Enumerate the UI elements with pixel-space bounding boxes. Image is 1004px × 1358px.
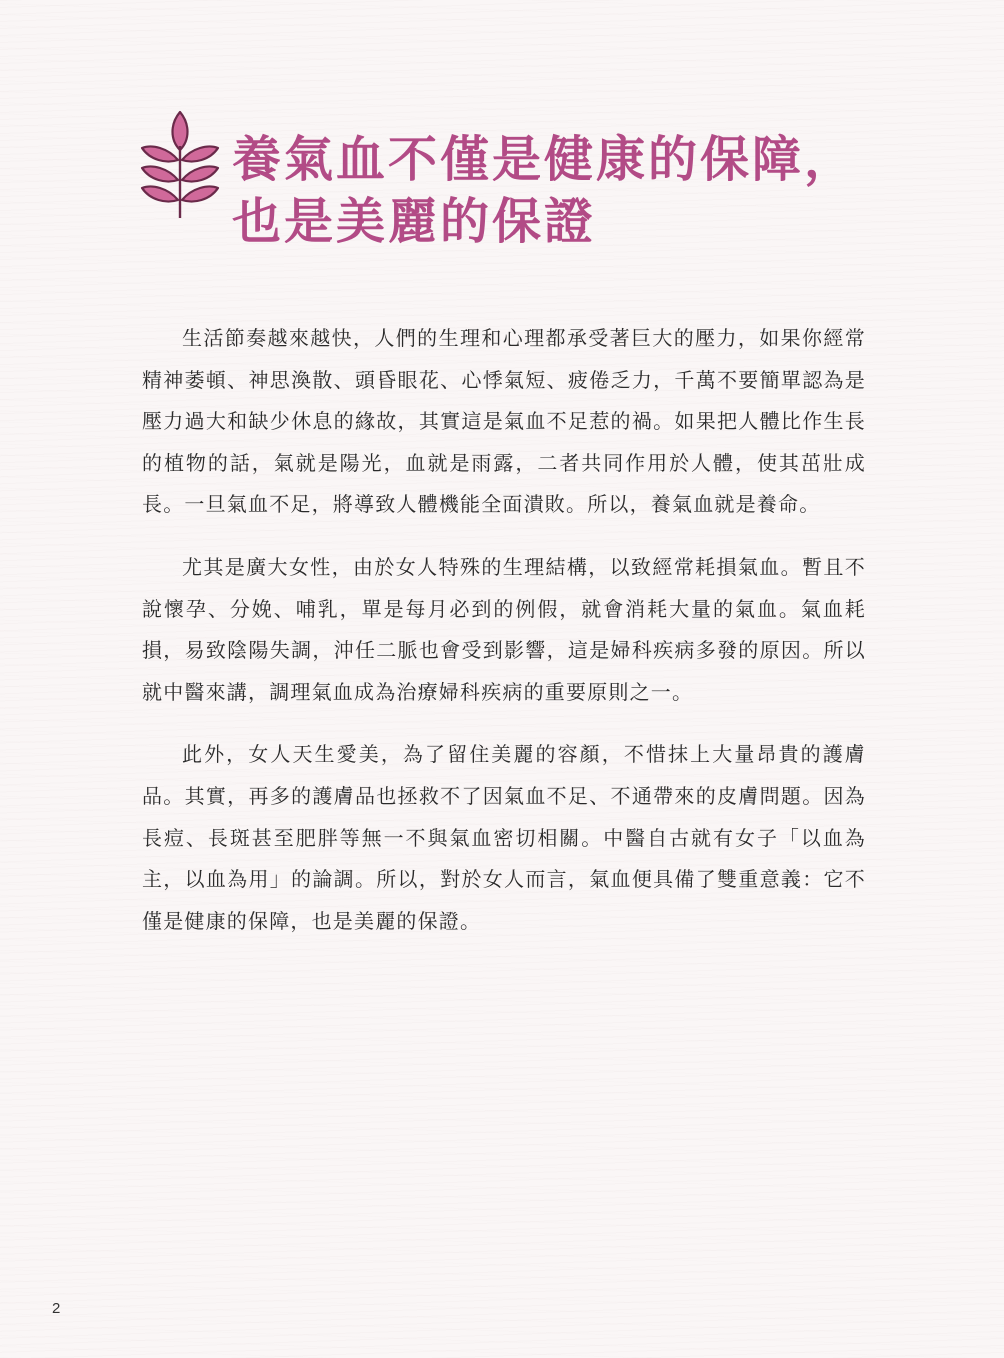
page-number: 2 [52,1300,61,1317]
body-text [142,318,866,963]
paragraph-2: 尤其是廣大女性，由於女人特殊的生理結構，以致經常耗損氣血。暫且不說懷孕、分娩、哺乳，單是每月必到的例假，就會消耗大量的氣血。氣血耗損，易致陰陽失調，沖任二脈也會受到影響，這是婦科疾病多發的原因。所以就中醫來講，調理氣血成為治療婦科疾病的重要原則之一。 [142,554,866,704]
chapter-header [138,110,878,260]
paragraph-3: 此外，女人天生愛美，為了留住美麗的容顏，不惜抹上大量昂貴的護膚品。其實，再多的護膚品也拯救不了因氣血不足、不通帶來的皮膚問題。因為長痘、長斑甚至肥胖等無一不與氣血密切相關。中醫自古就有女子「以血為主，以血為用」的論調。所以，對於女人而言，氣血便具備了雙重意義：它不僅是健康的保障，也是美麗的保證。 [142,742,866,933]
chapter-title-line-1: 養氣血不僅是健康的保障， [232,130,857,188]
chapter-title-line-2: 也是美麗的保證 [232,192,597,250]
paragraph-1: 生活節奏越來越快，人們的生理和心理都承受著巨大的壓力，如果你經常精神萎頓、神思渙散、頭昏眼花、心悸氣短、疲倦乏力，千萬不要簡單認為是壓力過大和缺少休息的緣故，其實這是氣血不足惹的禍。如果把人體比作生長的植物的話，氣就是陽光，血就是雨露，二者共同作用於人體，使其茁壯成長。一旦氣血不足，將導致人體機能全面潰敗。所以，養氣血就是養命。 [142,326,866,517]
leaf-branch-icon [138,110,222,220]
chapter-title [232,128,872,252]
